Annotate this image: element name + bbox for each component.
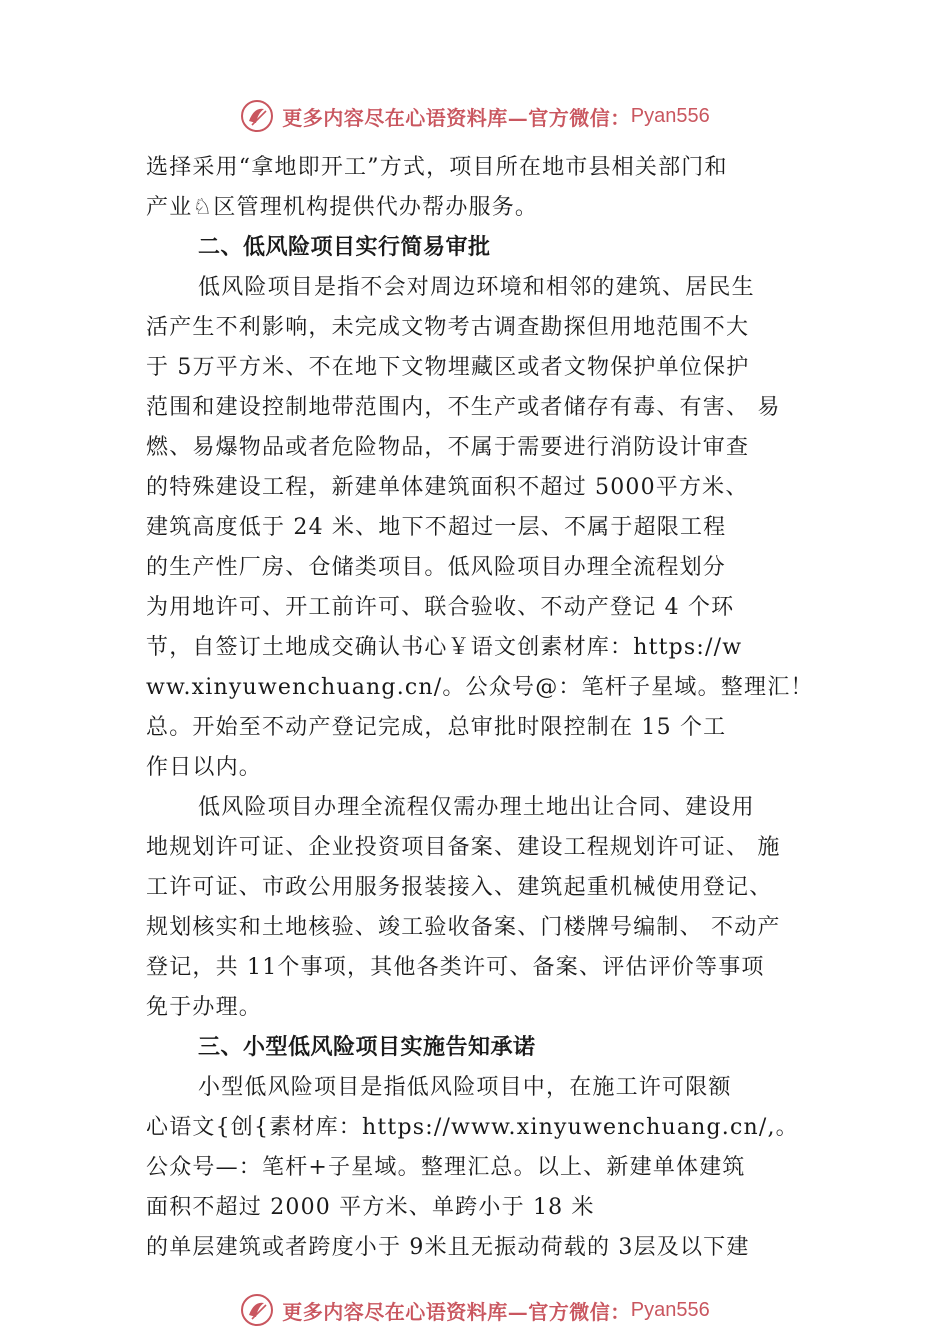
section-heading: 三、小型低风险项目实施告知承诺 bbox=[198, 1035, 536, 1060]
body-line: 范围和建设控制地带范围内，不生产或者储存有毒、有害、 易 bbox=[146, 395, 781, 420]
body-line: 小型低风险项目是指低风险项目中，在施工许可限额 bbox=[198, 1075, 732, 1100]
body-line: 的特殊建设工程，新建单体建筑面积不超过 5000平方米、 bbox=[146, 475, 749, 500]
banner-text: 更多内容尽在心语资料库—官方微信： bbox=[282, 1299, 631, 1324]
body-line: 选择采用“拿地即开工”方式，项目所在地市县相关部门和 bbox=[146, 155, 728, 180]
body-line: 的生产性厂房、仓储类项目。低风险项目办理全流程划分 bbox=[146, 555, 727, 580]
body-line: 面积不超过 2000 平方米、单跨小于 18 米 bbox=[146, 1195, 595, 1220]
body-line: 燃、易爆物品或者危险物品，不属于需要进行消防设计审查 bbox=[146, 435, 750, 460]
body-line: 低风险项目是指不会对周边环境和相邻的建筑、居民生 bbox=[198, 275, 755, 300]
header-watermark-banner bbox=[0, 96, 950, 136]
document-body bbox=[146, 148, 818, 1268]
body-line: 规划核实和土地核验、竣工验收备案、门楼牌号编制、 不动产 bbox=[146, 915, 781, 940]
body-line: 作日以内。 bbox=[146, 755, 263, 780]
body-line: 活产生不利影响，未完成文物考古调查勘探但用地范围不大 bbox=[146, 315, 750, 340]
xinyu-logo-icon bbox=[240, 99, 274, 133]
footer-watermark-banner bbox=[0, 1290, 950, 1330]
section-heading: 二、低风险项目实行简易审批 bbox=[198, 235, 491, 260]
body-line: 的单层建筑或者跨度小于 9米且无振动荷载的 3层及以下建 bbox=[146, 1235, 750, 1260]
body-line: 节，自签订土地成交确认书心￥语文创素材库：https://w bbox=[146, 635, 743, 660]
body-line: 建筑高度低于 24 米、地下不超过一层、不属于超限工程 bbox=[146, 515, 727, 540]
body-line: 公众号—：笔杆+子星域。整理汇总。以上、新建单体建筑 bbox=[146, 1155, 746, 1180]
banner-wechat-id: Pyan556 bbox=[630, 104, 710, 127]
body-line: 总。开始至不动产登记完成，总审批时限控制在 15 个工 bbox=[146, 715, 727, 740]
body-line: 低风险项目办理全流程仅需办理土地出让合同、建设用 bbox=[198, 795, 755, 820]
banner-wechat-id: Pyan556 bbox=[630, 1298, 710, 1321]
body-line: 产业♘区管理机构提供代办帮办服务。 bbox=[146, 195, 539, 220]
body-line: 于 5万平方米、不在地下文物埋藏区或者文物保护单位保护 bbox=[146, 355, 750, 380]
body-line: 工许可证、市政公用服务报装接入、建筑起重机械使用登记、 bbox=[146, 875, 773, 900]
body-line: ww.xinyuwenchuang.cn/。公众号@：笔杆子星域。整理汇！ bbox=[146, 675, 814, 700]
body-line: 为用地许可、开工前许可、联合验收、不动产登记 4 个环 bbox=[146, 595, 735, 620]
banner-text: 更多内容尽在心语资料库—官方微信： bbox=[282, 105, 631, 130]
body-line: 地规划许可证、企业投资项目备案、建设工程规划许可证、 施 bbox=[146, 835, 781, 860]
body-line: 免于办理。 bbox=[146, 995, 263, 1020]
body-line: 心语文{创{素材库：https://www.xinyuwenchuang.cn/,。 bbox=[146, 1115, 799, 1140]
body-line: 登记，共 11个事项，其他各类许可、备案、评估评价等事项 bbox=[146, 955, 765, 980]
xinyu-logo-icon bbox=[240, 1293, 274, 1327]
